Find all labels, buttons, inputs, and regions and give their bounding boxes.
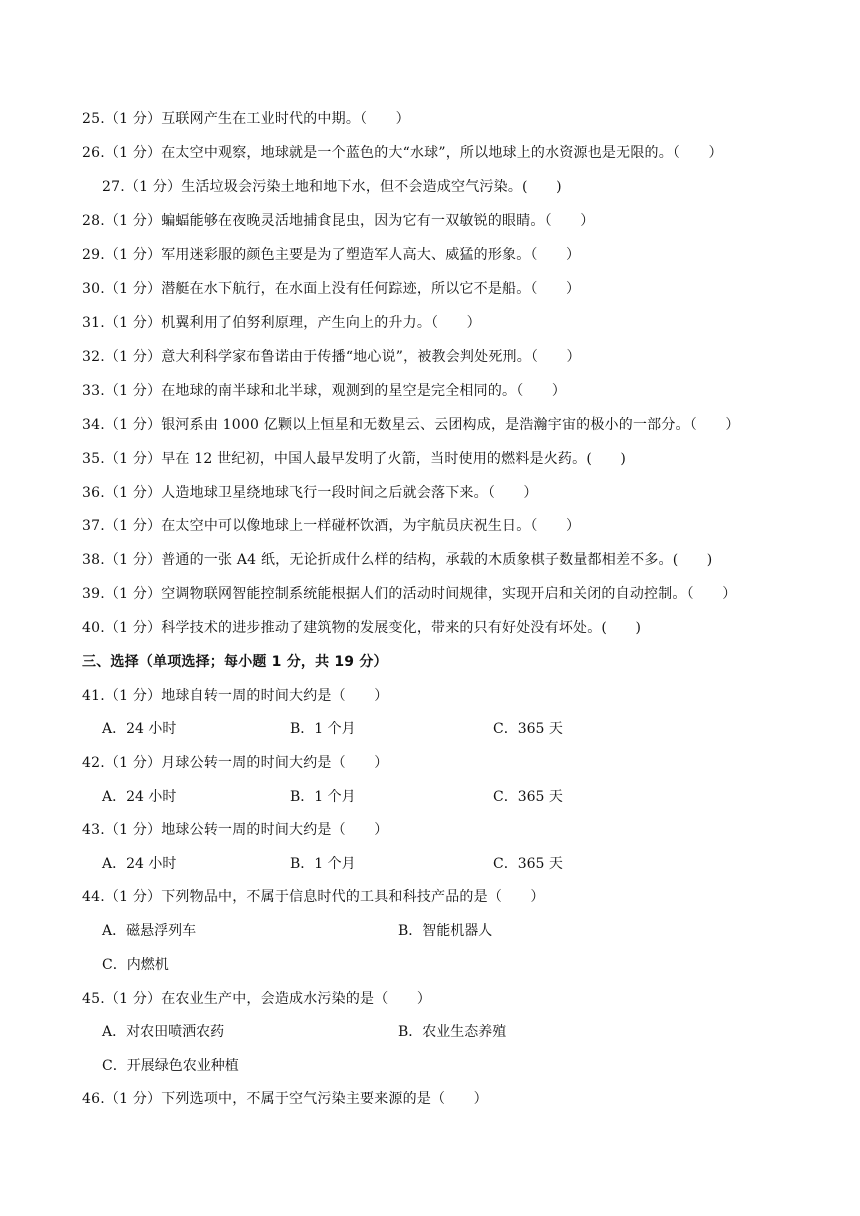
question-31: 31.（1 分）机翼利用了伯努利原理，产生向上的升力。（ ）	[82, 315, 481, 331]
option-43-a: A．24 小时	[102, 856, 177, 872]
option-41-c: C．365 天	[493, 721, 563, 737]
question-27: 27.（1 分）生活垃圾会污染土地和地下水，但不会造成空气污染。( )	[102, 179, 562, 195]
option-43-b: B．1 个月	[290, 856, 356, 872]
question-30: 30.（1 分）潜艇在水下航行，在水面上没有任何踪迹，所以它不是船。（ ）	[82, 281, 581, 297]
option-45-b: B．农业生态养殖	[398, 1024, 507, 1040]
option-42-a: A．24 小时	[102, 789, 177, 805]
question-44: 44.（1 分）下列物品中，不属于信息时代的工具和科技产品的是（ ）	[82, 889, 545, 905]
question-42: 42.（1 分）月球公转一周的时间大约是（ ）	[82, 755, 389, 771]
option-45-a: A．对农田喷洒农药	[102, 1024, 225, 1040]
question-29: 29.（1 分）军用迷彩服的颜色主要是为了塑造军人高大、威猛的形象。（ ）	[82, 247, 581, 263]
section-heading: 三、选择（单项选择；每小题 1 分，共 19 分）	[82, 654, 388, 670]
question-35: 35.（1 分）早在 12 世纪初，中国人最早发明了火箭，当时使用的燃料是火药。( )	[82, 451, 627, 467]
question-37: 37.（1 分）在太空中可以像地球上一样碰杯饮酒，为宇航员庆祝生日。（ ）	[82, 518, 581, 534]
option-43-c: C．365 天	[493, 856, 563, 872]
option-41-b: B．1 个月	[290, 721, 356, 737]
question-39: 39.（1 分）空调物联网智能控制系统能根据人们的活动时间规律，实现开启和关闭的自动控制。（ ）	[82, 586, 737, 602]
option-42-c: C．365 天	[493, 789, 563, 805]
question-38: 38.（1 分）普通的一张 A4 纸，无论折成什么样的结构，承载的木质象棋子数量都相差不多。( )	[82, 552, 713, 568]
option-44-b: B．智能机器人	[398, 923, 493, 939]
question-26: 26.（1 分）在太空中观察，地球就是一个蓝色的大“水球”，所以地球上的水资源也是无限的。（ ）	[82, 145, 723, 161]
question-46: 46.（1 分）下列选项中，不属于空气污染主要来源的是（ ）	[82, 1091, 488, 1107]
question-45: 45.（1 分）在农业生产中，会造成水污染的是（ ）	[82, 991, 432, 1007]
option-41-a: A．24 小时	[102, 721, 177, 737]
question-32: 32.（1 分）意大利科学家布鲁诺由于传播“地心说”，被教会判处死刑。（ ）	[82, 349, 581, 365]
question-43: 43.（1 分）地球公转一周的时间大约是（ ）	[82, 822, 389, 838]
question-41: 41.（1 分）地球自转一周的时间大约是（ ）	[82, 688, 389, 704]
option-42-b: B．1 个月	[290, 789, 356, 805]
option-44-c: C．内燃机	[102, 957, 169, 973]
question-28: 28.（1 分）蝙蝠能够在夜晚灵活地捕食昆虫，因为它有一双敏锐的眼睛。（ ）	[82, 213, 595, 229]
question-33: 33.（1 分）在地球的南半球和北半球，观测到的星空是完全相同的。（ ）	[82, 383, 567, 399]
question-40: 40.（1 分）科学技术的进步推动了建筑物的发展变化，带来的只有好处没有坏处。( )	[82, 620, 642, 636]
option-44-a: A．磁悬浮列车	[102, 923, 197, 939]
option-45-c: C．开展绿色农业种植	[102, 1058, 239, 1074]
question-25: 25.（1 分）互联网产生在工业时代的中期。（ ）	[82, 111, 410, 127]
question-36: 36.（1 分）人造地球卫星绕地球飞行一段时间之后就会落下来。（ ）	[82, 485, 538, 501]
question-34: 34.（1 分）银河系由 1000 亿颗以上恒星和无数星云、云团构成，是浩瀚宇宙的极小的一部分。（ ）	[82, 417, 740, 433]
